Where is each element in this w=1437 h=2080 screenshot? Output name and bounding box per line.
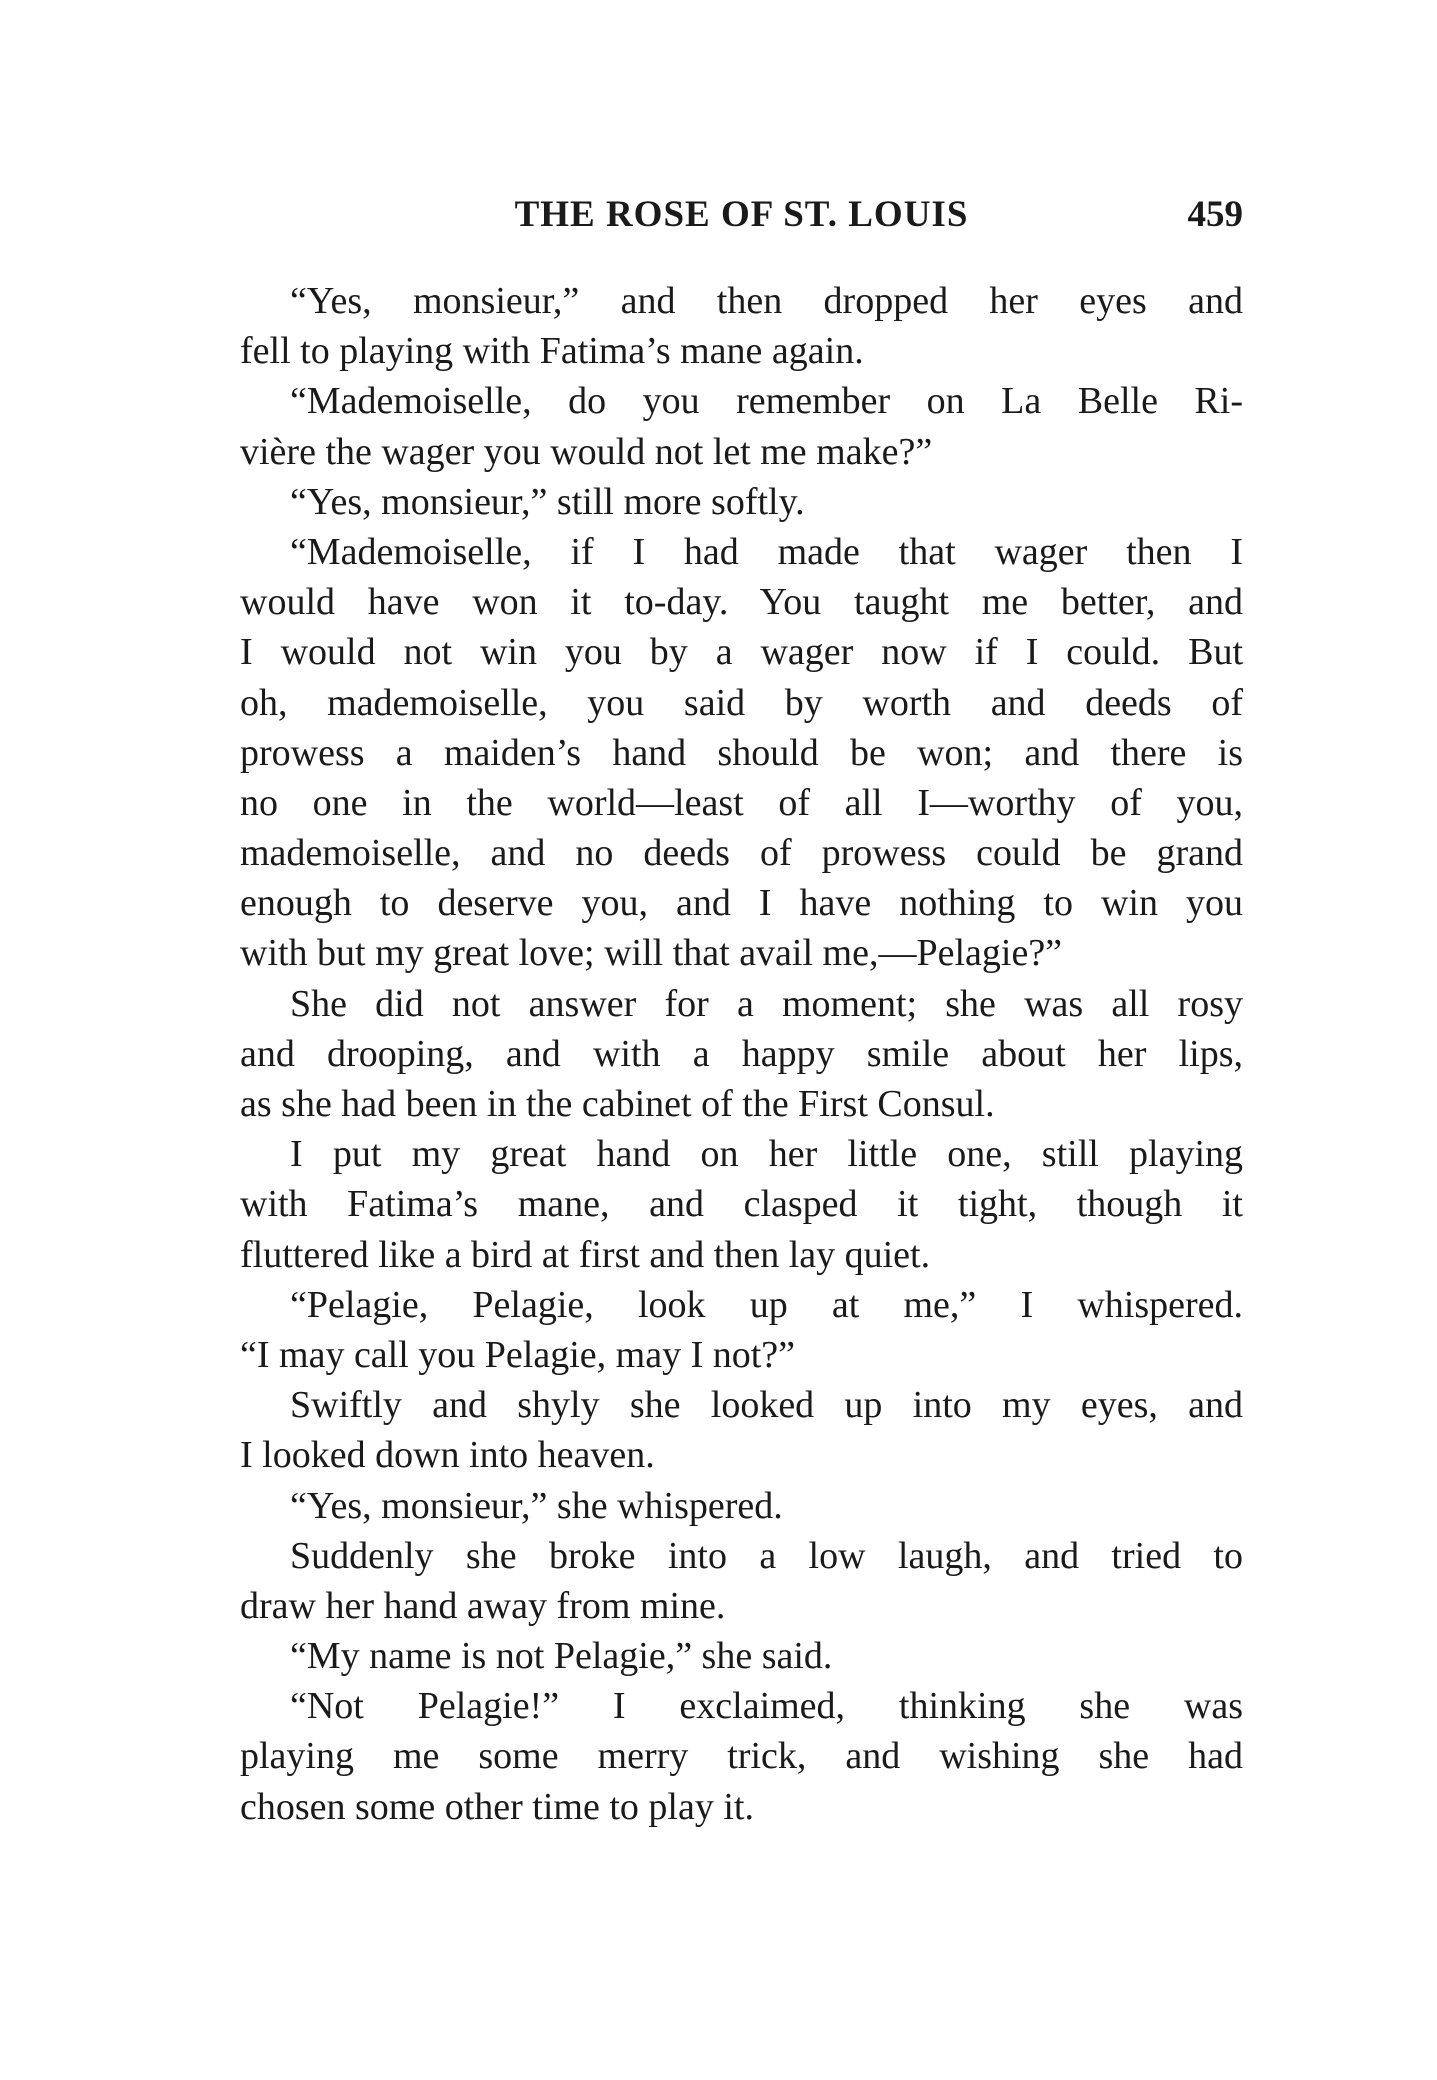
- text-line: oh, mademoiselle, you said by worth and deeds of: [240, 681, 1243, 724]
- text-line: fluttered like a bird at first and then lay quiet.: [240, 1233, 931, 1276]
- text-line: prowess a maiden’s hand should be won; and there is: [240, 731, 1243, 774]
- text-line: fell to playing with Fatima’s mane again.: [240, 330, 864, 373]
- body-text: [240, 276, 1243, 1832]
- text-line: mademoiselle, and no deeds of prowess could be grand: [240, 832, 1243, 875]
- page-header: [240, 193, 1243, 243]
- text-line: “Yes, monsieur,” still more softly.: [290, 480, 805, 523]
- text-line: “Pelagie, Pelagie, look up at me,” I whispered.: [290, 1283, 1243, 1326]
- text-line: vière the wager you would not let me make?”: [240, 430, 933, 473]
- page-number: 459: [1187, 194, 1243, 235]
- text-line: Suddenly she broke into a low laugh, and tried to: [290, 1534, 1243, 1577]
- text-line: as she had been in the cabinet of the First Consul.: [240, 1083, 995, 1125]
- text-line: “I may call you Pelagie, may I not?”: [240, 1333, 796, 1376]
- text-line: chosen some other time to play it.: [240, 1785, 754, 1828]
- text-line: draw her hand away from mine.: [240, 1584, 726, 1627]
- text-line: and drooping, and with a happy smile about her lips,: [240, 1032, 1243, 1075]
- text-line: “Mademoiselle, do you remember on La Belle Ri-: [290, 380, 1243, 423]
- text-line: enough to deserve you, and I have nothing to win you: [240, 882, 1243, 925]
- text-line: no one in the world—least of all I—worthy of you,: [240, 781, 1243, 824]
- text-line: playing me some merry trick, and wishing she had: [240, 1735, 1243, 1778]
- text-line: She did not answer for a moment; she was all rosy: [290, 982, 1243, 1025]
- text-line: I put my great hand on her little one, still playing: [290, 1133, 1243, 1176]
- text-line: “Mademoiselle, if I had made that wager then I: [290, 530, 1243, 573]
- text-line: with but my great love; will that avail me,—Pelagie?”: [240, 932, 1063, 975]
- text-line: I would not win you by a wager now if I could. But: [240, 631, 1243, 674]
- text-line: “My name is not Pelagie,” she said.: [290, 1635, 833, 1678]
- text-line: “Not Pelagie!” I exclaimed, thinking she was: [290, 1685, 1243, 1728]
- text-line: with Fatima’s mane, and clasped it tight, though it: [240, 1183, 1243, 1226]
- text-line: Swiftly and shyly she looked up into my eyes, and: [290, 1384, 1243, 1427]
- running-title: THE ROSE OF ST. LOUIS: [514, 194, 969, 235]
- text-line: I looked down into heaven.: [240, 1434, 655, 1477]
- text-line: “Yes, monsieur,” she whispered.: [290, 1484, 783, 1527]
- text-line: “Yes, monsieur,” and then dropped her eyes and: [290, 280, 1243, 322]
- text-line: would have won it to-day. You taught me better, and: [240, 581, 1243, 624]
